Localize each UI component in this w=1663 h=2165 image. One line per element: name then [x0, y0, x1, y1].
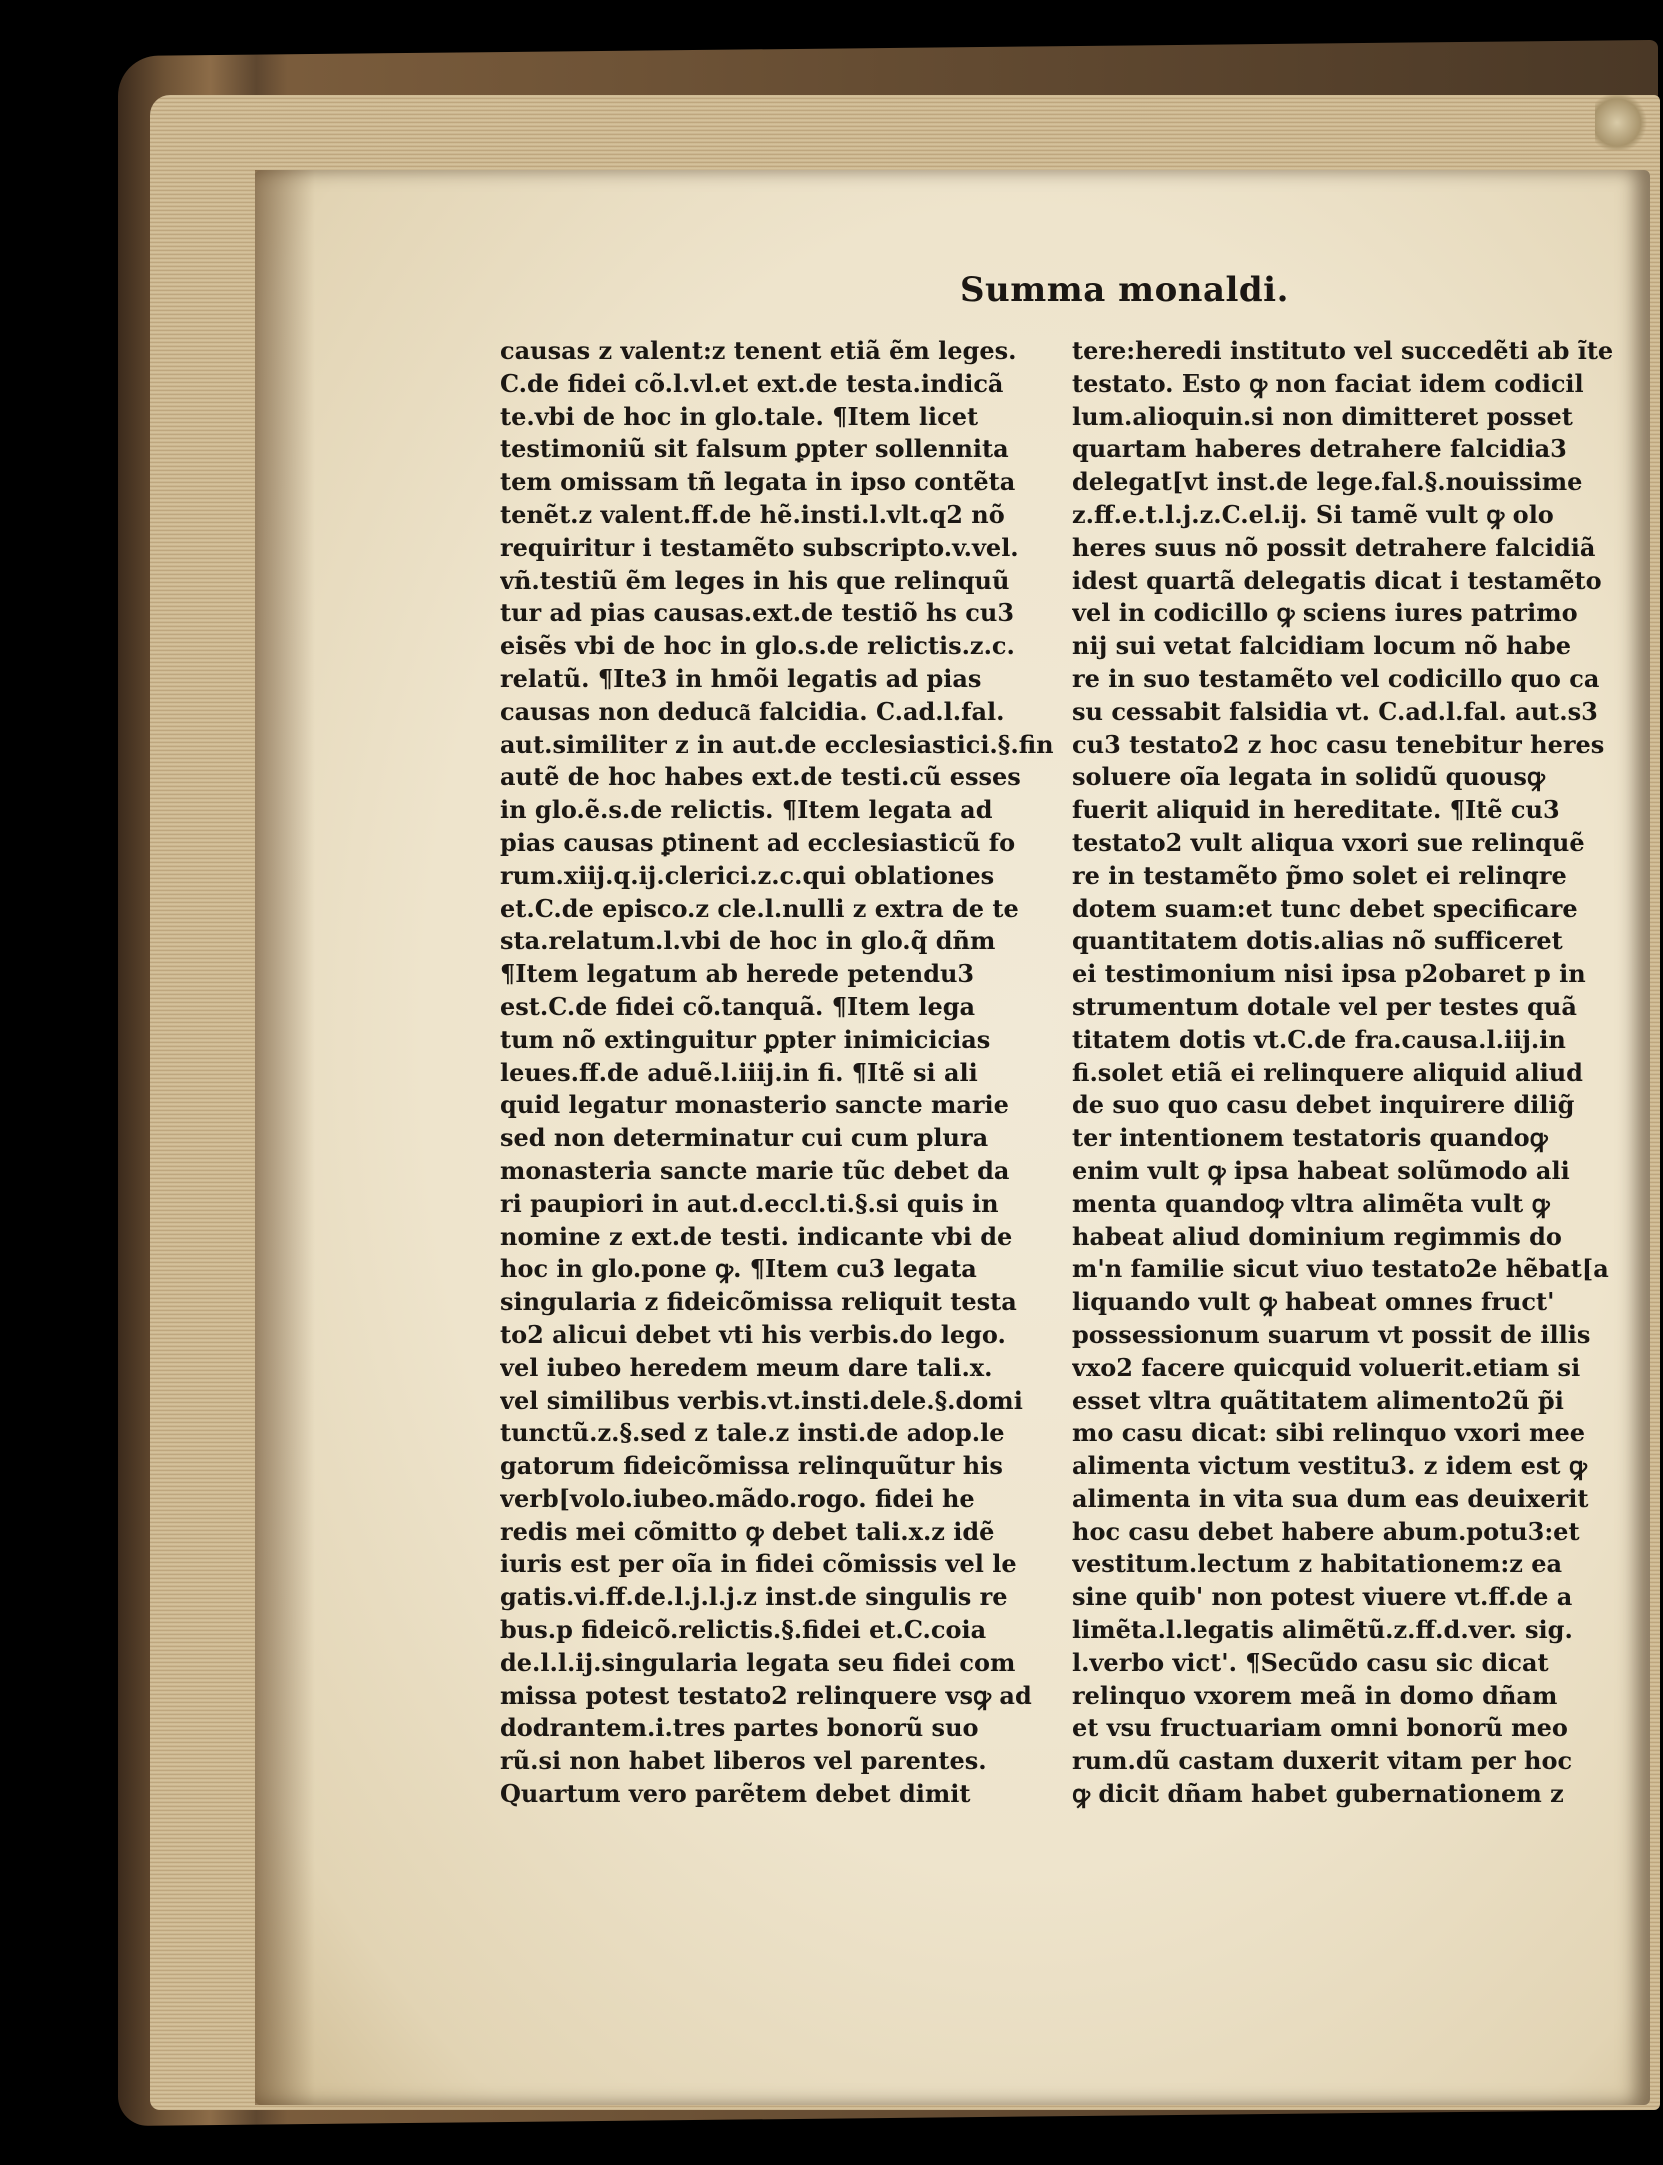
left-column-line: tenẽt.z valent.ff.de hẽ.insti.l.vlt.q2 nõ — [500, 499, 1005, 529]
right-column-line: enim vult ꝙ ipsa habeat solũmodo ali — [1072, 1155, 1570, 1185]
right-column-line: quartam haberes detrahere falcidia3 — [1072, 434, 1567, 464]
right-column-line: ei testimonium nisi ipsa p2obaret p in — [1072, 959, 1586, 989]
left-column-line: pias causas ꝑtinent ad ecclesiasticũ fo — [500, 827, 1016, 857]
right-column-line: lum.alioquin.si non dimitteret posset — [1072, 401, 1573, 431]
left-column-line: iuris est per oĩa in fidei cõmissis vel le — [500, 1549, 1017, 1579]
left-column-line: monasteria sancte marie tũc debet da — [500, 1155, 1010, 1185]
right-column-line: relinquo vxorem meã in domo dñam — [1072, 1680, 1558, 1710]
right-column-line: nij sui vetat falcidiam locum nõ habe — [1072, 631, 1572, 661]
right-column-line: liquando vult ꝙ habeat omnes fruct' — [1072, 1287, 1555, 1317]
left-column-line: te.vbi de hoc in glo.tale. ¶Item licet — [500, 401, 979, 431]
right-column-line: strumentum dotale vel per testes quã — [1072, 991, 1577, 1021]
right-column-line: de suo quo casu debet inquirere dilig̃ — [1072, 1090, 1575, 1120]
binding-thread — [1595, 95, 1650, 150]
right-column-line: alimenta in vita sua dum eas deuixerit — [1072, 1483, 1589, 1513]
left-column-line: vñ.testiũ ẽm leges in his que relinquũ — [500, 565, 1010, 595]
left-column-line: hoc in glo.pone ꝙ. ¶Item cu3 legata — [500, 1254, 977, 1284]
right-column-line: habeat aliud dominium regimmis do — [1072, 1221, 1562, 1251]
left-column-line: est.C.de fidei cõ.tanquã. ¶Item lega — [500, 991, 976, 1021]
left-column-line: requiritur i testamẽto subscripto.v.vel. — [500, 532, 1019, 562]
left-column-line: verb[volo.iubeo.mãdo.rogo. fidei he — [500, 1483, 975, 1513]
left-column-line: rũ.si non habet liberos vel parentes. — [500, 1746, 987, 1776]
right-column-line: menta quandoꝙ vltra alimẽta vult ꝙ — [1072, 1188, 1550, 1218]
left-column-line: causas non deduca͂ falcidia. C.ad.l.fal. — [500, 696, 1005, 726]
right-column-line: hoc casu debet habere abum.potu3:et — [1072, 1516, 1580, 1546]
right-column-line: l.verbo vict'. ¶Secũdo casu sic dicat — [1072, 1647, 1549, 1677]
gutter-shadow — [255, 170, 315, 2105]
right-column-line: soluere oĩa legata in solidũ quousꝙ — [1072, 762, 1545, 792]
left-column-line: sta.relatum.l.vbi de hoc in glo.q̃ dñm — [500, 926, 996, 956]
right-column-line: alimenta victum vestitu3. z idem est ꝙ — [1072, 1451, 1587, 1481]
right-column-line: et vsu fructuariam omni bonorũ meo — [1072, 1713, 1568, 1743]
left-column-line: missa potest testato2 relinquere vsꝙ ad — [500, 1680, 1032, 1710]
left-column-line: tunctũ.z.§.sed z tale.z insti.de adop.le — [500, 1418, 1005, 1448]
left-column-line: dodrantem.i.tres partes bonorũ suo — [500, 1713, 979, 1743]
right-column-line: su cessabit falsidia vt. C.ad.l.fal. aut.s3 — [1072, 696, 1598, 726]
left-column-line: relatũ. ¶Ite3 in hmõi legatis ad pias — [500, 663, 982, 693]
right-column-line: sine quib' non potest viuere vt.ff.de a — [1072, 1582, 1573, 1612]
right-column-line: dotem suam:et tunc debet specificare — [1072, 893, 1578, 923]
left-column-line: gatorum fideicõmissa relinquũtur his — [500, 1451, 1003, 1481]
left-column-line: vel similibus verbis.vt.insti.dele.§.domi — [500, 1385, 1023, 1415]
right-column-line: testato. Esto ꝙ non faciat idem codicil — [1072, 368, 1584, 398]
right-column-line: titatem dotis vt.C.de fra.causa.l.iij.in — [1072, 1024, 1566, 1054]
left-text-column — [500, 335, 1055, 1811]
left-column-line: et.C.de episco.z cle.l.nulli z extra de te — [500, 893, 1019, 923]
left-column-line: vel iubeo heredem meum dare tali.x. — [500, 1352, 993, 1382]
right-column-line: vel in codicillo ꝙ sciens iures patrimo — [1072, 598, 1578, 628]
running-head: Summa monaldi. — [960, 270, 1289, 310]
left-column-line: autẽ de hoc habes ext.de testi.cũ esses — [500, 762, 1021, 792]
right-column-line: fuerit aliquid in hereditate. ¶Itẽ cu3 — [1072, 795, 1560, 825]
left-column-line: ri paupiori in aut.d.eccl.ti.§.si quis in — [500, 1188, 999, 1218]
left-column-line: gatis.vi.ff.de.l.j.l.j.z inst.de singulis re — [500, 1582, 1008, 1612]
right-column-line: cu3 testato2 z hoc casu tenebitur heres — [1072, 729, 1605, 759]
right-column-line: vestitum.lectum z habitationem:z ea — [1072, 1549, 1563, 1579]
right-column-line: possessionum suarum vt possit de illis — [1072, 1319, 1591, 1349]
left-column-line: tem omissam tñ legata in ipso contẽta — [500, 467, 1016, 497]
right-column-line: ter intentionem testatoris quandoꝙ — [1072, 1123, 1548, 1153]
right-column-line: esset vltra quãtitatem alimento2ũ p̃i — [1072, 1385, 1564, 1415]
left-column-line: quid legatur monasterio sancte marie — [500, 1090, 1009, 1120]
right-column-line: re in testamẽto p̃mo solet ei relinqre — [1072, 860, 1567, 890]
right-column-line: m'n familie sicut viuo testato2e hẽbat[a — [1072, 1254, 1609, 1284]
right-text-column — [1072, 335, 1637, 1811]
right-column-line: delegat[vt inst.de lege.fal.§.nouissime — [1072, 467, 1583, 497]
right-column-line: mo casu dicat: sibi relinquo vxori mee — [1072, 1418, 1585, 1448]
left-column-line: ¶Item legatum ab herede petendu3 — [500, 959, 975, 989]
left-column-line: C.de fidei cõ.l.vl.et ext.de testa.indicã — [500, 368, 1004, 398]
left-column-line: sed non determinatur cui cum plura — [500, 1123, 989, 1153]
left-column-line: leues.ff.de aduẽ.l.iiij.in fi. ¶Itẽ si ali — [500, 1057, 978, 1087]
right-column-line: limẽta.l.legatis alimẽtũ.z.ff.d.ver. sig. — [1072, 1615, 1573, 1645]
left-column-line: causas z valent:z tenent etiã ẽm leges. — [500, 336, 1017, 365]
left-column-line: rum.xiij.q.ij.clerici.z.c.qui oblationes — [500, 860, 995, 890]
right-column-line: testato2 vult aliqua vxori sue relinquẽ — [1072, 827, 1585, 857]
left-column-line: eisẽs vbi de hoc in glo.s.de relictis.z.c. — [500, 631, 1015, 661]
left-column-line: tur ad pias causas.ext.de testiõ hs cu3 — [500, 598, 1015, 628]
left-column-line: aut.similiter z in aut.de ecclesiastici.§.fin — [500, 729, 1054, 759]
right-column-line: idest quartã delegatis dicat i testamẽto — [1072, 565, 1602, 595]
right-column-line: re in suo testamẽto vel codicillo quo ca — [1072, 663, 1600, 693]
right-column-line: rum.dũ castam duxerit vitam per hoc — [1072, 1746, 1573, 1776]
left-column-line: redis mei cõmitto ꝙ debet tali.x.z idẽ — [500, 1516, 995, 1546]
right-column-line: tere:heredi instituto vel succedẽti ab ĩte — [1072, 336, 1614, 365]
right-column-line: z.ff.e.t.l.j.z.C.el.ij. Si tamẽ vult ꝙ olo — [1072, 499, 1554, 529]
right-column-line: ꝙ dicit dñam habet gubernationem z — [1072, 1779, 1564, 1809]
right-column-line: fi.solet etiã ei relinquere aliquid aliud — [1072, 1057, 1583, 1087]
left-column-line: de.l.l.ij.singularia legata seu fidei com — [500, 1647, 1016, 1677]
left-column-line: in glo.ẽ.s.de relictis. ¶Item legata ad — [500, 795, 993, 825]
left-column-line: singularia z fideicõmissa reliquit testa — [500, 1287, 1017, 1317]
left-column-line: Quartum vero parẽtem debet dimit — [500, 1779, 971, 1809]
left-column-line: bus.p fideicõ.relictis.§.fidei et.C.coia — [500, 1615, 987, 1645]
right-column-line: vxo2 facere quicquid voluerit.etiam si — [1072, 1352, 1581, 1382]
left-column-line: testimoniũ sit falsum ꝑpter sollennita — [500, 434, 1009, 464]
left-column-line: nomine z ext.de testi. indicante vbi de — [500, 1221, 1013, 1251]
right-column-line: quantitatem dotis.alias nõ sufficeret — [1072, 926, 1563, 956]
left-column-line: tum nõ extinguitur ꝑpter inimicicias — [500, 1024, 991, 1054]
left-column-line: to2 alicui debet vti his verbis.do lego. — [500, 1319, 1006, 1349]
right-column-line: heres suus nõ possit detrahere falcidiã — [1072, 532, 1596, 562]
